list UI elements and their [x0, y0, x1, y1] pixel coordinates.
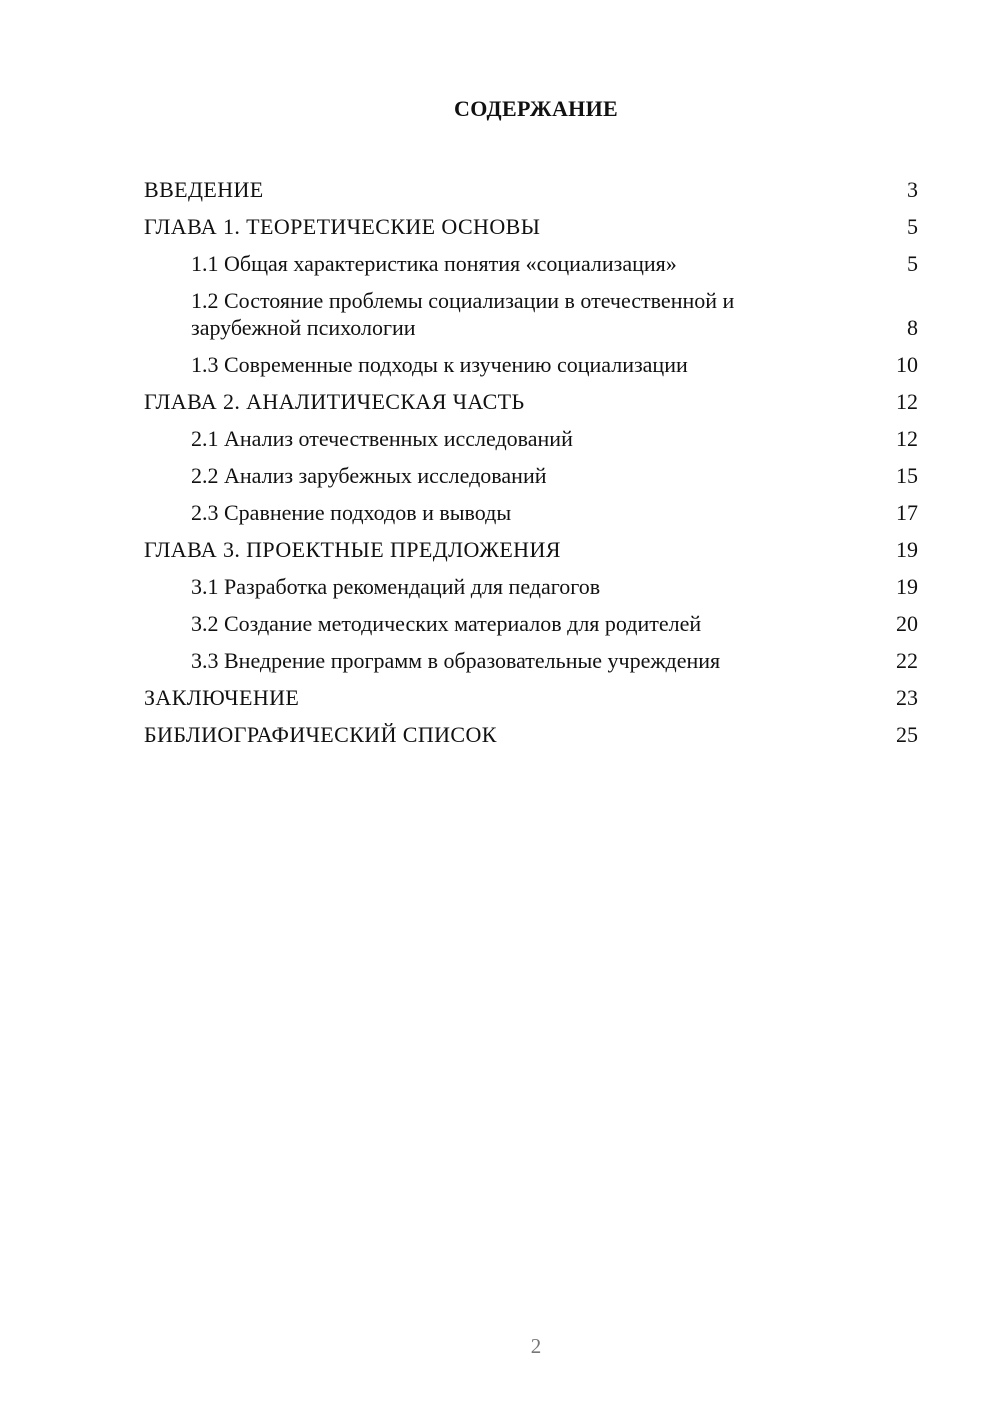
- toc-entry-conclusion[interactable]: [144, 678, 918, 715]
- toc-entry-label: 2.2 Анализ зарубежных исследований: [191, 463, 547, 488]
- toc-entry-page: 12: [896, 389, 918, 414]
- toc-entry-page: 5: [907, 214, 918, 239]
- toc-entry-chapter-3[interactable]: [144, 530, 918, 567]
- toc-entry-section-3-1[interactable]: [144, 567, 918, 604]
- toc-entry-label: ВВЕДЕНИЕ: [144, 177, 264, 202]
- toc-entry-page: 8: [907, 315, 918, 340]
- toc-entry-label: 3.3 Внедрение программ в образовательные учреждения: [191, 648, 721, 673]
- toc-entry-page: 20: [896, 611, 918, 636]
- toc-entry-label: 1.3 Современные подходы к изучению социализации: [191, 352, 688, 377]
- toc-entry-section-1-2[interactable]: [144, 281, 918, 345]
- toc-entry-bibliography[interactable]: [144, 715, 918, 752]
- toc-entry-page: 3: [907, 177, 918, 202]
- toc-entry-label: ГЛАВА 3. ПРОЕКТНЫЕ ПРЕДЛОЖЕНИЯ: [144, 537, 561, 562]
- toc-entry-section-3-3[interactable]: [144, 641, 918, 678]
- toc-entry-section-2-1[interactable]: [144, 419, 918, 456]
- toc-entry-section-1-3[interactable]: [144, 345, 918, 382]
- toc-entry-label: 3.2 Создание методических материалов для родителей: [191, 611, 702, 636]
- toc-entry-page: 23: [896, 685, 918, 710]
- toc-entry-page: 10: [896, 352, 918, 377]
- toc-entry-page: 12: [896, 426, 918, 451]
- toc-entry-label: ГЛАВА 2. АНАЛИТИЧЕСКАЯ ЧАСТЬ: [144, 389, 525, 414]
- toc-entry-page: 22: [896, 648, 918, 673]
- page-title: СОДЕРЖАНИЕ: [454, 96, 618, 121]
- toc-entry-label: 2.3 Сравнение подходов и выводы: [191, 500, 512, 525]
- toc-entry-label: 1.2 Состояние проблемы социализации в отечественной и зарубежной психологии: [191, 288, 735, 340]
- toc-entry-section-1-1[interactable]: [144, 244, 918, 281]
- toc-entry-chapter-1[interactable]: [144, 207, 918, 244]
- toc-entry-label: 2.1 Анализ отечественных исследований: [191, 426, 573, 451]
- toc-entry-chapter-2[interactable]: [144, 382, 918, 419]
- toc-entry-page: 15: [896, 463, 918, 488]
- toc-entry-page: 25: [896, 722, 918, 747]
- toc-entry-label: ЗАКЛЮЧЕНИЕ: [144, 685, 300, 710]
- toc-entry-section-2-2[interactable]: [144, 456, 918, 493]
- toc-entry-page: 5: [907, 251, 918, 276]
- toc-entry-section-3-2[interactable]: [144, 604, 918, 641]
- toc-entry-page: 17: [896, 500, 918, 525]
- toc-entry-label: 3.1 Разработка рекомендаций для педагогов: [191, 574, 601, 599]
- toc-entry-page: 19: [896, 537, 918, 562]
- table-of-contents: [144, 170, 918, 752]
- toc-entry-label: 1.1 Общая характеристика понятия «социализация»: [191, 251, 677, 276]
- toc-entry-label: ГЛАВА 1. ТЕОРЕТИЧЕСКИЕ ОСНОВЫ: [144, 214, 541, 239]
- toc-entry-label: БИБЛИОГРАФИЧЕСКИЙ СПИСОК: [144, 722, 497, 747]
- page-number: 2: [530, 1334, 542, 1358]
- toc-entry-page: 19: [896, 574, 918, 599]
- toc-entry-introduction[interactable]: [144, 170, 918, 207]
- toc-entry-section-2-3[interactable]: [144, 493, 918, 530]
